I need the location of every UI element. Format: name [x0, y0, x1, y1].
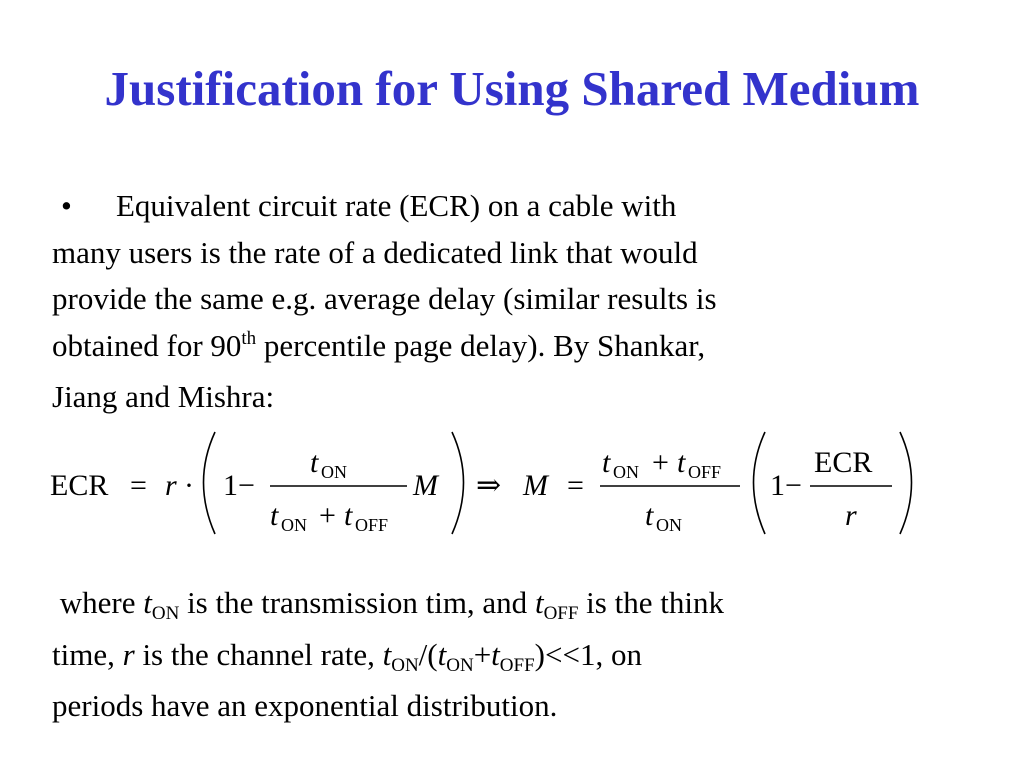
formula-plus: + [652, 446, 669, 479]
formula-sub-on: ON [613, 462, 639, 482]
formula-sub-off: OFF [355, 515, 389, 535]
formula-ecr: ECR [50, 469, 109, 502]
paragraph-line [52, 183, 952, 230]
paragraph-line: Jiang and Mishra: [52, 379, 275, 414]
subscript-text: OFF [543, 603, 579, 624]
where-paragraph [52, 580, 952, 730]
paragraph-text: where [59, 585, 144, 620]
right-paren [452, 432, 464, 534]
formula-implies: ⇒ [476, 469, 502, 502]
formula-r: r [845, 499, 857, 532]
paragraph-text: is the think [578, 585, 724, 620]
paragraph-text: + [473, 636, 492, 672]
formula-r: r [165, 469, 177, 502]
left-paren [754, 432, 766, 534]
formula-sub-off: OFF [688, 462, 722, 482]
paragraph-text: obtained for 90 [52, 327, 242, 363]
paragraph-text: Equivalent circuit rate (ECR) on a cable with [116, 188, 677, 223]
formula-t: t [344, 499, 353, 532]
paragraph-line [52, 632, 952, 684]
formula-equals: = [567, 469, 584, 502]
var-t: t [143, 585, 152, 620]
ecr-formula [40, 420, 930, 545]
formula-dot: · [184, 469, 194, 502]
paragraph-text: is the channel rate, [134, 636, 383, 672]
subscript-text: OFF [499, 654, 535, 676]
bullet-icon: • [61, 188, 72, 223]
bullet-paragraph [52, 183, 952, 421]
formula-sub-on: ON [656, 515, 682, 535]
superscript-text: th [241, 327, 257, 349]
formula-t: t [645, 499, 654, 532]
paragraph-text: is the transmission tim, and [179, 585, 535, 620]
formula-t: t [270, 499, 279, 532]
formula-minus: − [785, 469, 802, 502]
formula-one: 1 [223, 469, 238, 502]
subscript-text: ON [391, 654, 419, 676]
formula-m: M [523, 469, 548, 502]
paragraph-text: /( [418, 636, 438, 672]
formula-ecr: ECR [814, 446, 873, 479]
formula-one: 1 [770, 469, 785, 502]
left-paren [204, 432, 216, 534]
paragraph-line [52, 580, 952, 632]
formula-plus: + [319, 499, 336, 532]
formula-t: t [310, 446, 319, 479]
formula-m: M [413, 469, 438, 502]
formula-minus: − [238, 469, 255, 502]
paragraph-line: periods have an exponential distribution. [52, 688, 558, 723]
paragraph-line: many users is the rate of a dedicated link that would [52, 234, 698, 270]
paragraph-text: percentile page delay). By Shankar, [256, 327, 706, 363]
right-paren [900, 432, 912, 534]
var-r: r [122, 636, 135, 672]
formula-equals: = [130, 469, 147, 502]
var-t: t [534, 585, 544, 620]
paragraph-line: provide the same e.g. average delay (similar results is [52, 281, 717, 316]
subscript-text: ON [446, 654, 474, 676]
slide-title: Justification for Using Shared Medium [104, 61, 920, 116]
subscript-text: ON [151, 603, 180, 624]
formula-sub-on: ON [321, 462, 347, 482]
var-t: t [382, 636, 392, 672]
paragraph-line [52, 323, 952, 375]
paragraph-text: )<<1, on [534, 636, 642, 672]
paragraph-text: time, [52, 636, 123, 672]
var-t: t [491, 636, 500, 672]
var-t: t [437, 636, 447, 672]
formula-t: t [602, 446, 611, 479]
formula-t: t [677, 446, 686, 479]
formula-sub-on: ON [281, 515, 307, 535]
